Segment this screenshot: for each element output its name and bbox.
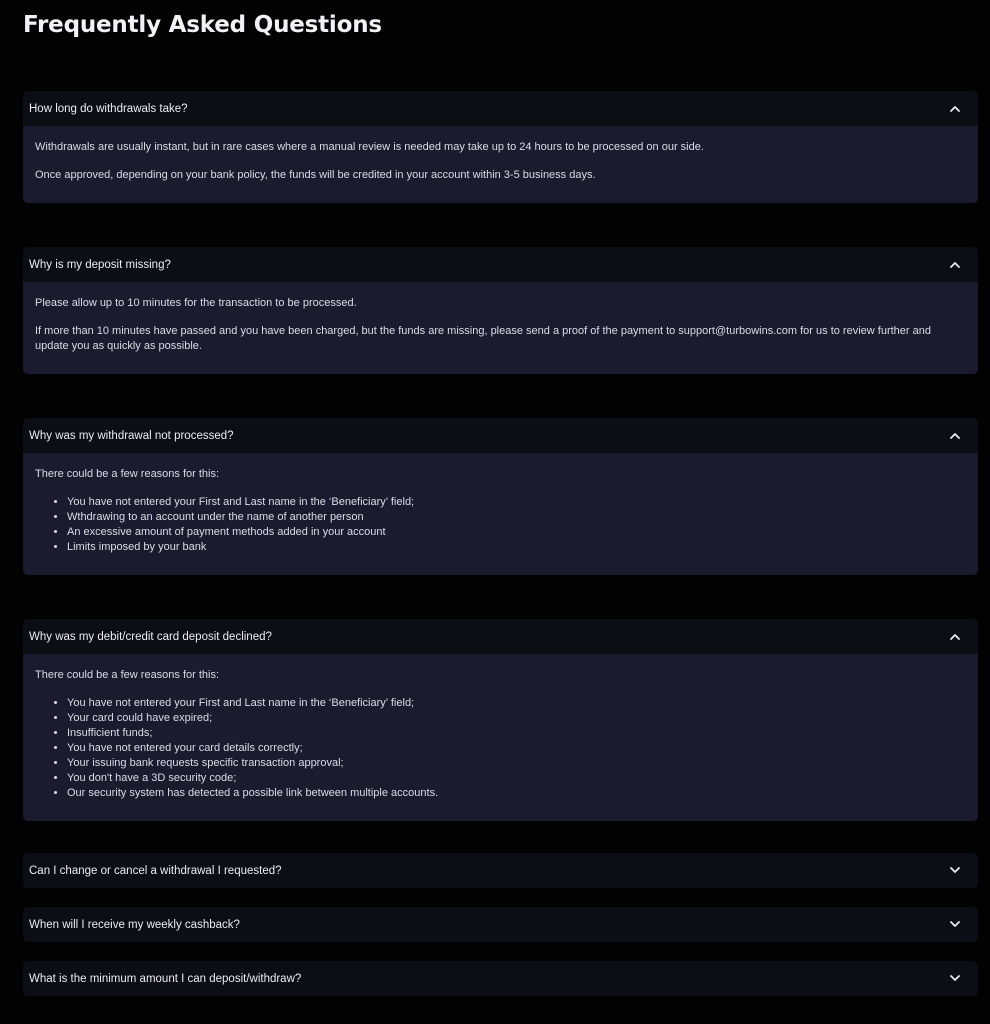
chevron-up-icon: [950, 632, 960, 642]
chevron-up-icon: [950, 431, 960, 441]
list-item: • You don't have a 3D security code;: [67, 771, 966, 786]
faq-item: [23, 907, 978, 942]
faq-item: [23, 853, 978, 888]
faq-question-button[interactable]: [23, 907, 978, 942]
faq-answer-paragraph: Withdrawals are usually instant, but in rare cases where a manual review is needed may take up to 24 hours to be processed on our side.: [35, 141, 704, 153]
faq-item: [23, 91, 978, 203]
faq-item: [23, 418, 978, 575]
chevron-down-icon: [950, 866, 960, 876]
faq-question-button[interactable]: [23, 247, 978, 282]
faq-answer: [23, 282, 978, 374]
faq-answer-paragraph: Once approved, depending on your bank policy, the funds will be credited in your account within 3-5 business days.: [35, 169, 596, 181]
list-item: • Your card could have expired;: [67, 711, 966, 726]
list-item: • Wthdrawing to an account under the name of another person: [67, 510, 966, 525]
faq-question-button[interactable]: [23, 853, 978, 888]
faq-reasons-list: [35, 495, 966, 555]
faq-answer-intro: There could be a few reasons for this:: [35, 669, 220, 681]
faq-question-text: When will I receive my weekly cashback?: [29, 918, 240, 931]
faq-question-text: Why was my debit/credit card deposit declined?: [29, 630, 272, 643]
faq-item: [23, 247, 978, 374]
faq-question-button[interactable]: [23, 961, 978, 996]
faq-question-button[interactable]: [23, 91, 978, 126]
faq-question-text: What is the minimum amount I can deposit/withdraw?: [29, 972, 302, 985]
list-item: • Limits imposed by your bank: [67, 540, 966, 555]
faq-answer-intro: There could be a few reasons for this:: [35, 468, 220, 480]
list-item: • You have not entered your card details correctly;: [67, 741, 966, 756]
faq-question-text: Why is my deposit missing?: [29, 258, 171, 271]
list-item: • You have not entered your First and Last name in the ‘Beneficiary’ field;: [67, 696, 966, 711]
chevron-down-icon: [950, 920, 960, 930]
chevron-up-icon: [950, 104, 960, 114]
faq-question-text: How long do withdrawals take?: [29, 102, 188, 115]
list-item: • Insufficient funds;: [67, 726, 966, 741]
list-item: • Our security system has detected a possible link between multiple accounts.: [67, 786, 966, 801]
faq-item: [23, 961, 978, 996]
faq-answer-paragraph: If more than 10 minutes have passed and you have been charged, but the funds are missing, please send a proof of the payment to support@turbowins.com for us to review further and update you as quickly as possible.: [35, 325, 931, 352]
page-title: Frequently Asked Questions: [23, 12, 382, 38]
faq-question-button[interactable]: [23, 418, 978, 453]
list-item: • An excessive amount of payment methods added in your account: [67, 525, 966, 540]
list-item: • Your issuing bank requests specific transaction approval;: [67, 756, 966, 771]
faq-answer: [23, 453, 978, 575]
chevron-down-icon: [950, 974, 960, 984]
list-item: • You have not entered your First and Last name in the ‘Beneficiary’ field;: [67, 495, 966, 510]
faq-answer-paragraph: Please allow up to 10 minutes for the transaction to be processed.: [35, 297, 357, 309]
faq-list: [23, 91, 978, 996]
faq-question-text: Why was my withdrawal not processed?: [29, 429, 234, 442]
chevron-up-icon: [950, 260, 960, 270]
faq-answer: [23, 126, 978, 203]
faq-reasons-list: [35, 696, 966, 801]
faq-item: [23, 619, 978, 821]
faq-question-button[interactable]: [23, 619, 978, 654]
faq-question-text: Can I change or cancel a withdrawal I requested?: [29, 864, 282, 877]
faq-answer: [23, 654, 978, 821]
